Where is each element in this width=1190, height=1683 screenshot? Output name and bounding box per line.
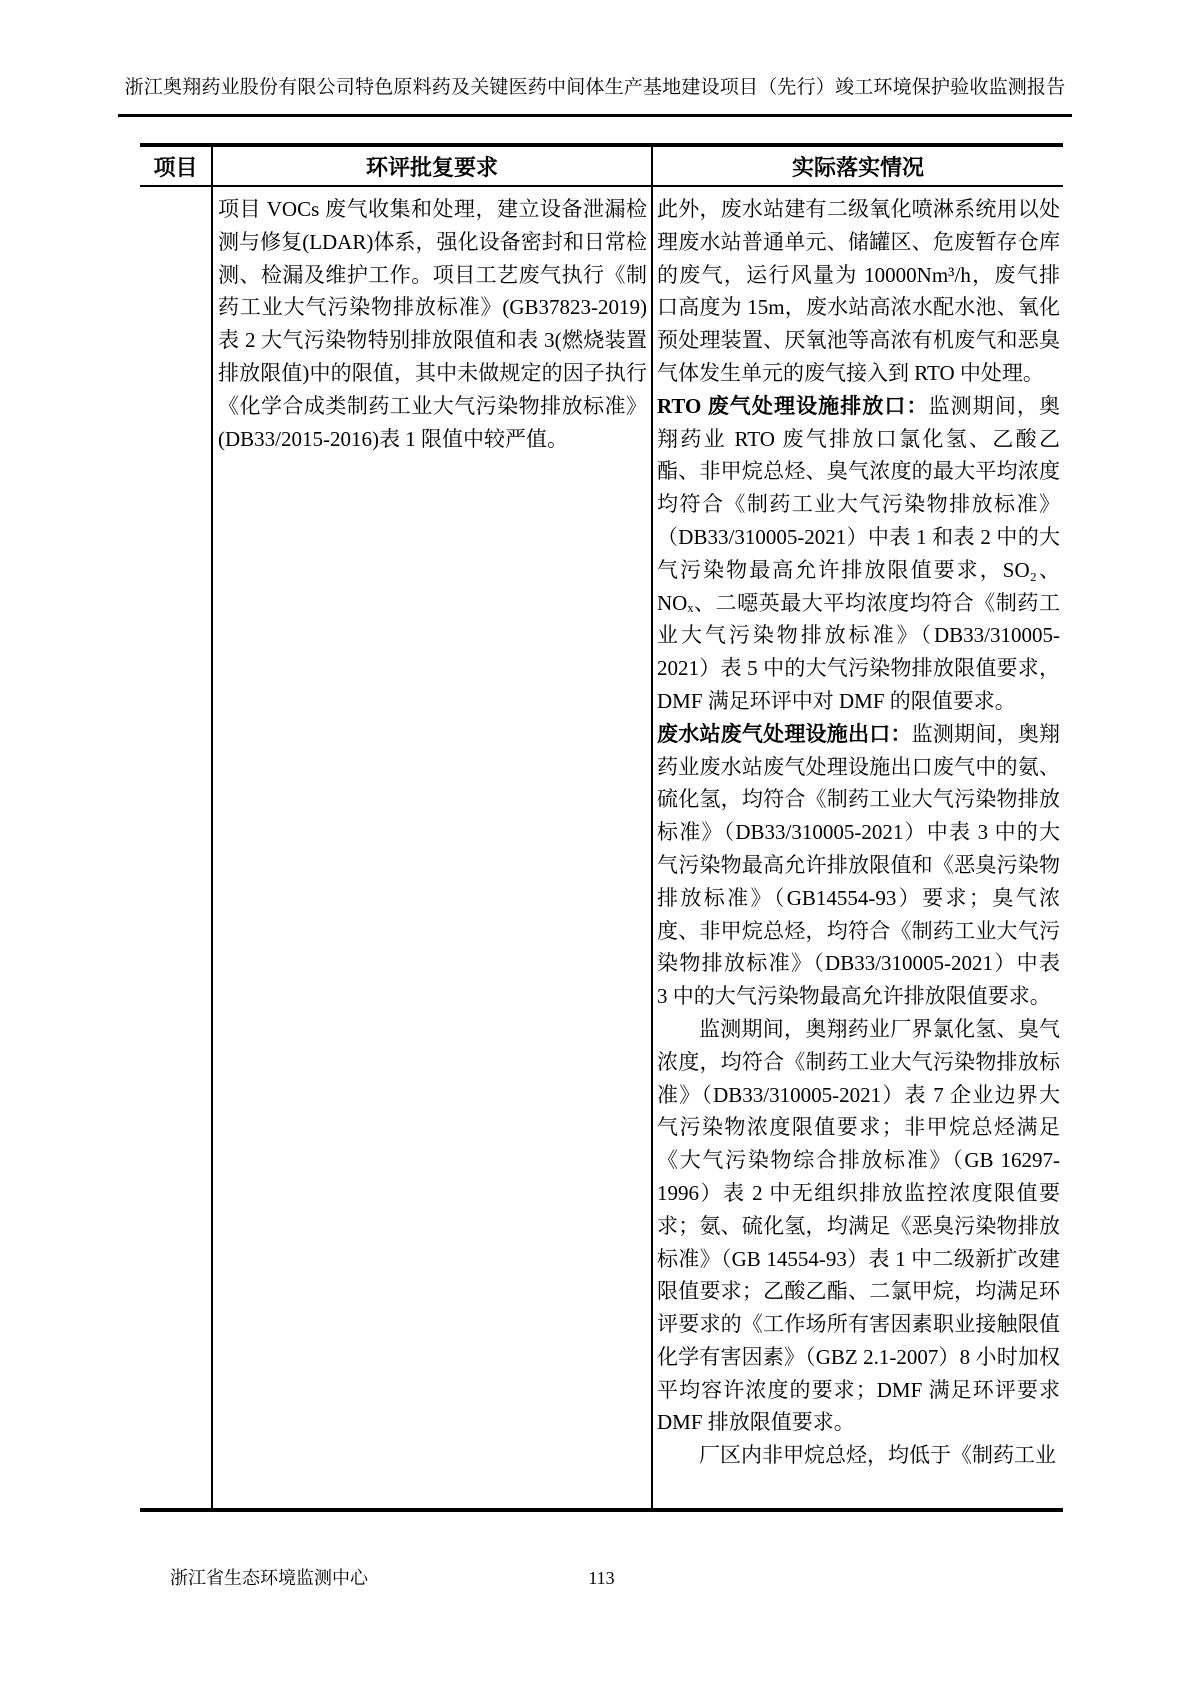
column-header-item: 项目 — [140, 147, 213, 185]
implementation-paragraph-boundary: 监测期间，奥翔药业厂界氯化氢、臭气浓度，均符合《制药工业大气污染物排放标准》（DB33/310005-2021）表 7 企业边界大气污染物浓度限值要求；非甲烷总烃满足《大气污染物综合排放标准》（GB 16297-1996）表 2 中无组织排放监控浓度限值要求；氨、硫化氢，均满足《恶臭污染物排放标准》（GB 14554-93）表 1 中二级新扩改建限值要求；乙酸乙酯、二氯甲烷，均满足环评要求的《工作场所有害因素职业接触限值 化学有害因素》（GBZ 2.1-2007）8 小时加权平均容许浓度的要求；DMF 满足环评要求 DMF 排放限值要求。 — [657, 1016, 1060, 1435]
cell-item — [140, 187, 213, 1508]
cell-implementation — [653, 187, 1063, 1508]
implementation-paragraph-wastewater-outlet — [657, 718, 1060, 1013]
implementation-paragraph-rto-outlet — [657, 390, 1060, 718]
column-header-requirement: 环评批复要求 — [213, 147, 653, 185]
cell-requirement — [213, 187, 653, 1508]
table-header-row — [140, 147, 1063, 187]
compliance-table — [140, 143, 1063, 1512]
column-header-implementation: 实际落实情况 — [791, 154, 924, 180]
implementation-paragraph-intro: 此外，废水站建有二级氧化喷淋系统用以处理废水站普通单元、储罐区、危废暂存仓库的废气，运行风量为 10000Nm³/h，废气排口高度为 15m，废水站高浓水配水池、氧化预处理装置、厌氧池等高浓有机废气和恶臭气体发生单元的废气接入到 RTO 中处理。 — [657, 197, 1060, 385]
wastewater-outlet-label: 废水站废气处理设施出口： — [657, 721, 912, 746]
header-rule — [118, 114, 1072, 117]
rto-outlet-text: 监测期间，奥翔药业 RTO 废气排放口氯化氢、乙酸乙酯、非甲烷总烃、臭气浓度的最大平均浓度均符合《制药工业大气污染物排放标准》（DB33/310005-2021）中表 1 和表 2 中的大气污染物最高允许排放限值要求，SO₂、NOₓ、二噁英最大平均浓度均符合《制药工业大气污染物排放标准》（DB33/310005-2021）表 5 中的大气污染物排放限值要求，DMF 满足环评中对 DMF 的限值要求。 — [657, 393, 1061, 713]
document-header-title: 浙江奥翔药业股份有限公司特色原料药及关键医药中间体生产基地建设项目（先行）竣工环境保护验收监测报告 — [124, 77, 1066, 98]
wastewater-outlet-text: 监测期间，奥翔药业废水站废气处理设施出口废气中的氨、硫化氢，均符合《制药工业大气污染物排放标准》（DB33/310005-2021）中表 3 中的大气污染物最高允许排放限值和《恶臭污染物排放标准》（GB14554-93）要求；臭气浓度、非甲烷总烃，均符合《制药工业大气污染物排放标准》（DB33/310005-2021）中表 3 中的大气污染物最高允许排放限值要求。 — [657, 721, 1061, 1009]
footer-organization: 浙江省生态环境监测中心 — [170, 1568, 368, 1588]
table-row — [140, 187, 1063, 1508]
rto-outlet-label: RTO 废气处理设施排放口： — [657, 393, 929, 418]
page-number: 113 — [588, 1568, 615, 1588]
implementation-paragraph-plant-area: 厂区内非甲烷总烃，均低于《制药工业 — [699, 1443, 1056, 1468]
requirement-paragraph: 项目 VOCs 废气收集和处理，建立设备泄漏检测与修复(LDAR)体系，强化设备密封和日常检测、检漏及维护工作。项目工艺废气执行《制药工业大气污染物排放标准》(GB37823-2019)表 2 大气污染物特别排放限值和表 3(燃烧装置排放限值)中的限值，其中未做规定的因子执行《化学合成类制药工业大气污染物排放标准》(DB33/2015-2016)表 1 限值中较严值。 — [218, 197, 647, 451]
